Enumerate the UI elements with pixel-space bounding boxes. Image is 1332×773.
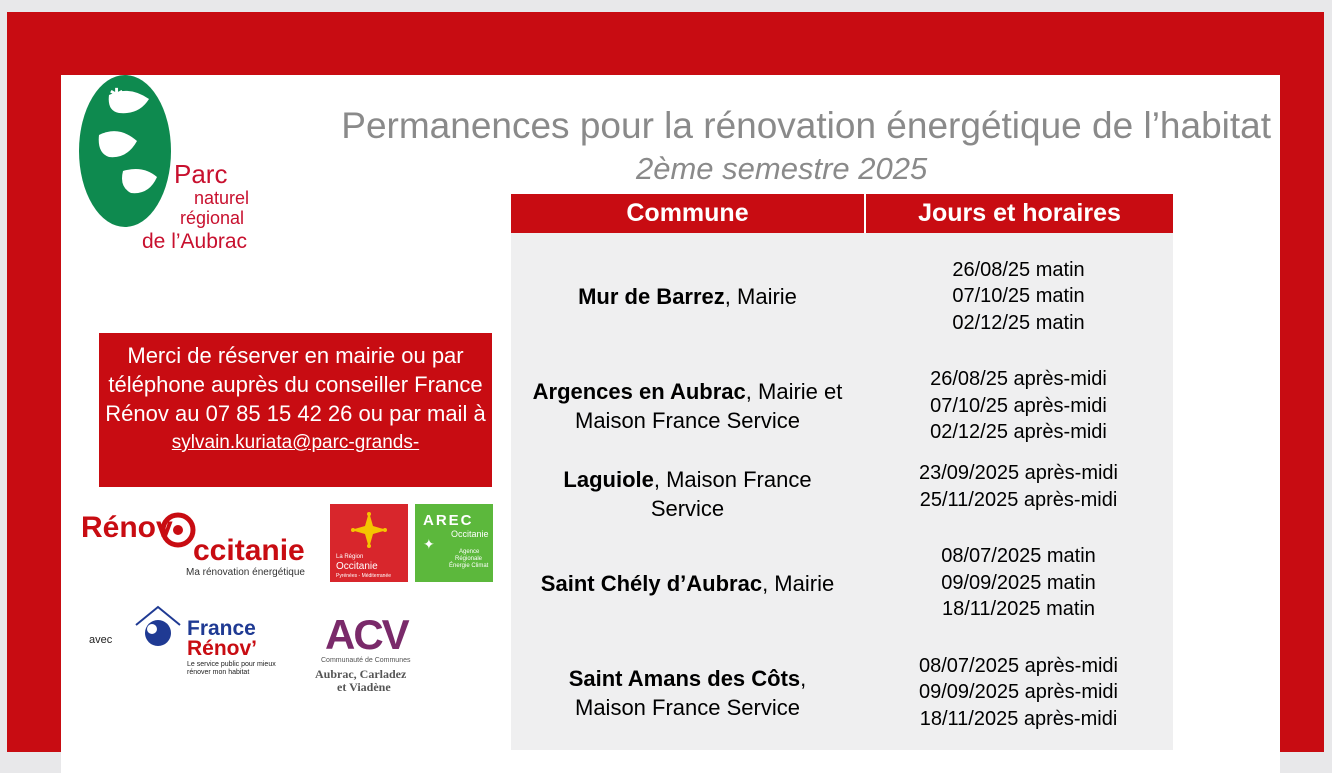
commune-cell xyxy=(511,356,864,456)
sun-icon xyxy=(159,511,197,549)
parc-text-line1: Parc xyxy=(174,159,228,189)
page-title: Permanences pour la rénovation énergétique de l’habitat xyxy=(341,105,1271,146)
commune-detail: , Maison France Service xyxy=(575,665,807,720)
date-entry: 09/09/2025 matin xyxy=(941,571,1096,594)
region-line1: La Région xyxy=(336,554,364,560)
commune-detail: , Mairie xyxy=(724,284,797,309)
house-icon xyxy=(132,603,184,655)
region-line3: Pyrénées - Méditerranée xyxy=(336,573,392,579)
parc-text-line3: régional xyxy=(180,208,245,228)
dates-cell xyxy=(864,531,1173,635)
renov-occitanie-name1: Rénov xyxy=(81,511,173,544)
date-entry: 02/12/25 matin xyxy=(952,311,1085,334)
table-row xyxy=(511,635,1173,750)
date-entry: 18/11/2025 après-midi xyxy=(919,707,1118,730)
svg-text:✱: ✱ xyxy=(109,85,125,106)
france-renov-line1: France xyxy=(187,617,256,640)
commune-name: Argences en Aubrac xyxy=(532,379,746,404)
schedule-table xyxy=(511,194,1173,750)
date-entry: 26/08/25 matin xyxy=(952,258,1085,281)
parc-text-line4: de l’Aubrac xyxy=(142,230,248,253)
date-entry: 07/10/25 après-midi xyxy=(930,394,1107,417)
table-row xyxy=(511,356,1173,456)
renov-occitanie-tagline: Ma rénovation énergétique xyxy=(186,567,305,578)
region-occitanie-logo xyxy=(330,504,408,582)
table-row xyxy=(511,233,1173,356)
parc-aubrac-logo xyxy=(79,75,249,260)
dates-cell xyxy=(864,356,1173,456)
date-entry: 09/09/2025 après-midi xyxy=(918,681,1118,704)
dates-cell xyxy=(864,635,1173,750)
slide xyxy=(61,75,1280,773)
commune-cell xyxy=(511,531,864,635)
date-entry: 08/07/2025 matin xyxy=(941,545,1096,568)
arec-occitanie-logo xyxy=(415,504,493,582)
arec-line2: Occitanie xyxy=(451,529,489,539)
page-subtitle: 2ème semestre 2025 xyxy=(636,151,928,186)
date-entry: 25/11/2025 après-midi xyxy=(919,488,1118,511)
commune-name: Saint Amans des Côts xyxy=(568,665,801,691)
booking-email-link[interactable]: sylvain.kuriata@parc-grands- xyxy=(171,432,420,453)
france-renov-tagline2: rénover mon habitat xyxy=(187,669,250,676)
france-renov-logo xyxy=(89,601,289,681)
commune-detail: , Mairie et Maison France Service xyxy=(575,379,843,433)
acv-logo xyxy=(311,611,441,696)
commune-cell xyxy=(511,635,864,750)
booking-notice xyxy=(99,333,492,487)
arec-line5: Énergie Climat xyxy=(449,563,489,569)
dates-cell xyxy=(864,456,1173,531)
table-header xyxy=(511,194,1173,233)
commune-cell xyxy=(511,233,864,356)
arec-line4: Régionale xyxy=(455,556,483,562)
header-commune: Commune xyxy=(511,194,866,233)
acv-mark: ACV xyxy=(325,611,408,658)
commune-name: Laguiole xyxy=(563,466,654,492)
parc-emblem-icon xyxy=(79,75,179,235)
booking-text: Merci de réserver en mairie ou par téléphone auprès du conseiller France Rénov au 07 85 15 42 26 ou par mail à xyxy=(105,343,486,426)
commune-detail: , Maison France Service xyxy=(650,466,812,521)
date-entry: 07/10/25 matin xyxy=(952,285,1085,308)
dates-cell xyxy=(864,233,1173,356)
date-entry: 26/08/25 après-midi xyxy=(930,368,1107,391)
arec-line3: Agence xyxy=(459,549,480,555)
date-entry: 23/09/2025 après-midi xyxy=(918,462,1118,484)
date-entry: 02/12/25 après-midi xyxy=(930,421,1107,444)
occitan-cross-icon xyxy=(349,510,389,550)
arec-cross-icon: ✦ xyxy=(423,536,435,552)
acv-line1: Communauté de Communes xyxy=(321,657,411,664)
header-dates: Jours et horaires xyxy=(918,199,1121,227)
acv-line3: et Viadène xyxy=(337,680,391,694)
commune-name: Saint Chély d’Aubrac xyxy=(540,570,763,596)
date-entry: 08/07/2025 après-midi xyxy=(918,654,1118,677)
table-body xyxy=(511,233,1173,750)
parc-text-line2: naturel xyxy=(194,188,250,208)
table-row xyxy=(511,456,1173,531)
date-entry: 18/11/2025 matin xyxy=(941,598,1096,621)
renov-occitanie-logo xyxy=(81,507,311,577)
arec-line1: AREC xyxy=(423,512,474,529)
commune-detail: , Mairie xyxy=(762,570,835,596)
renov-occitanie-name2: ccitanie xyxy=(193,534,305,567)
table-row xyxy=(511,531,1173,635)
france-renov-avec: avec xyxy=(89,634,113,646)
region-line2: Occitanie xyxy=(336,561,378,572)
france-renov-line2: Rénov’ xyxy=(187,637,258,660)
france-renov-tagline1: Le service public pour mieux xyxy=(187,661,276,668)
commune-name: Mur de Barrez xyxy=(578,284,725,309)
acv-line2: Aubrac, Carladez xyxy=(315,667,407,681)
commune-cell xyxy=(511,456,864,531)
